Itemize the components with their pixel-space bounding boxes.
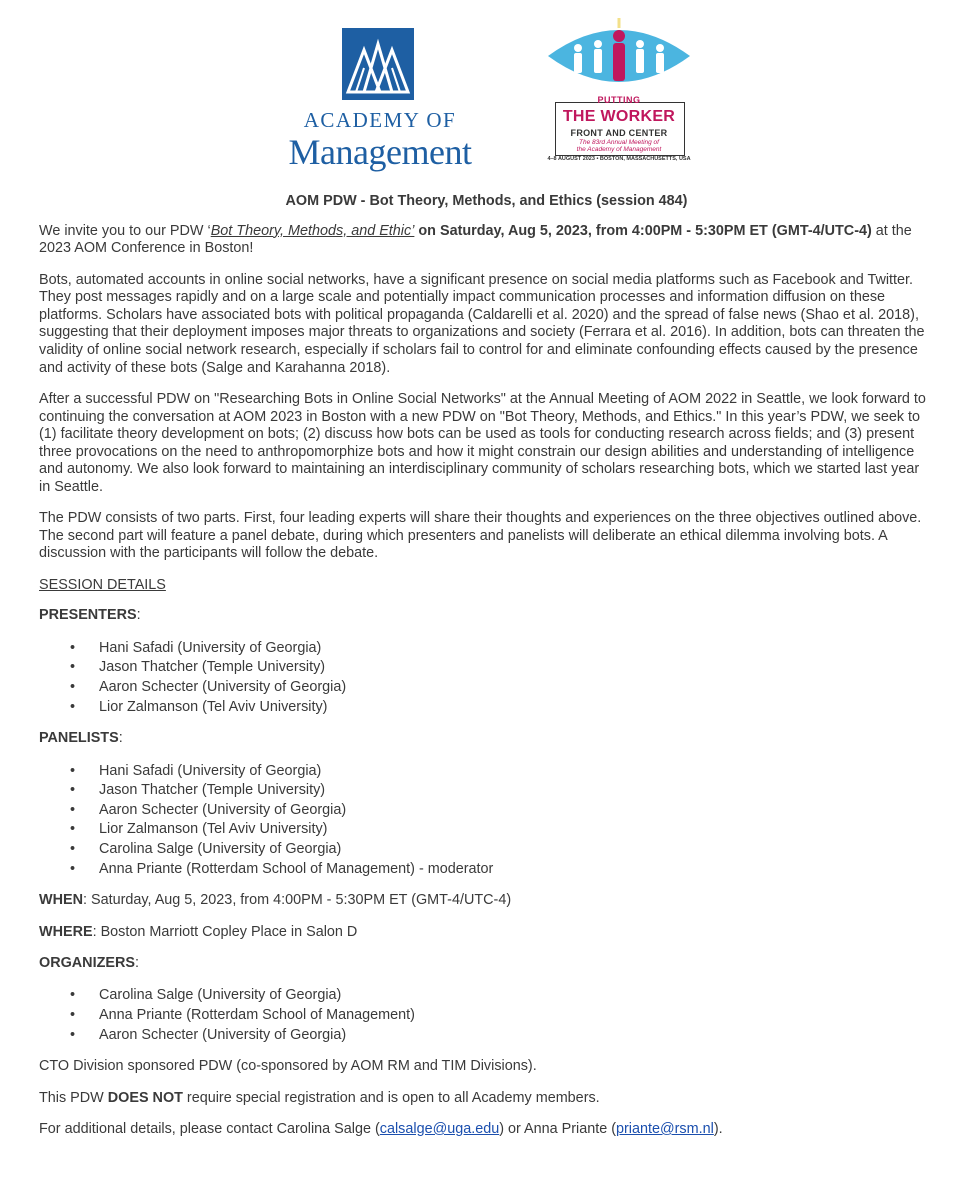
when-line <box>39 892 934 910</box>
conference-front-center: FRONT AND CENTER <box>570 128 668 138</box>
list-item: • Lior Zalmanson (Tel Aviv University) <box>39 820 934 840</box>
registration-after: require special registration and is open to all Academy members. <box>182 1089 600 1106</box>
conference-meeting-line1: The 83rd Annual Meeting of <box>579 139 659 146</box>
where-value: : Boston Marriott Copley Place in Salon D <box>92 923 358 940</box>
panelists-label: PANELISTS <box>39 730 119 747</box>
list-item: • Lior Zalmanson (Tel Aviv University) <box>39 698 934 718</box>
sponsor-line: CTO Division sponsored PDW (co-sponsored by AOM RM and TIM Divisions). <box>39 1058 537 1075</box>
paragraph-bots: Bots, automated accounts in online social networks, have a significant presence on social media platforms such as Facebook and Twitter. They post messages rapidly and on a large scale and potentially impact communication processes and information diffusion on these platforms. Scholars have associated bots with political propaganda (Caldarelli et al. 2020) and the spread of false news (Shao et al. 2018), suggesting that their deployment imposes major threats to organizations and society (Ferrara et al. 2016). In addition, bots can threaten the validity of online social network research, especially if scholars fail to control for and eliminate confounding effects caused by the presence and activity of these bots (Salge and Karahanna 2018). <box>39 271 925 376</box>
academy-of-management-logo <box>282 28 478 178</box>
email-link-salge[interactable]: calsalge@uga.edu <box>379 1120 500 1137</box>
where-line <box>39 924 934 942</box>
contact-line <box>39 1121 934 1139</box>
registration-before: This PDW <box>39 1089 108 1106</box>
conference-worker: THE WORKER <box>562 108 676 125</box>
organizers-heading: ORGANIZERS: <box>39 954 139 971</box>
presenters-heading: PRESENTERS: <box>39 607 141 624</box>
organizers-list <box>39 986 934 1045</box>
paragraph-previous-pdw: After a successful PDW on "Researching Bots in Online Social Networks" at the Annual Meeting of AOM 2022 in Seattle, we look forward to continuing the conversation at AOM 2023 in Boston with a new PDW on "Bot Theory, Methods, and Ethics." In this year’s PDW, we seek to (1) facilitate theory development on bots; (2) discuss how bots can be used as tools for conducting research across fields; and (3) present three provocations on the need to anthropomorphize bots and how it might constrain our design abilities and understanding of intelligence and autonomy. We also look forward to maintaining an interdisciplinary community of scholars researching bots, which we started last year in Seattle. <box>39 390 926 495</box>
list-item: • Hani Safadi (University of Georgia) <box>39 639 934 659</box>
conference-logo <box>528 18 708 168</box>
aom-logo-line2: Management <box>288 132 472 172</box>
where-label: WHERE <box>39 923 93 940</box>
panelists-heading: PANELISTS: <box>39 730 123 747</box>
aom-logo-line1: ACADEMY OF <box>303 108 457 132</box>
document-title: AOM PDW - Bot Theory, Methods, and Ethics (session 484) <box>285 193 688 209</box>
paragraph-structure: The PDW consists of two parts. First, four leading experts will share their thoughts and experiences on the three objectives outlined above. The second part will feature a panel debate, during which presenters and panelists will deliberate an ethical dilemma involving bots. A discussion with the participants will follow the debate. <box>39 510 922 562</box>
conference-meeting-text <box>528 139 710 153</box>
document-body <box>39 193 934 1152</box>
header-logos <box>0 18 962 172</box>
conference-putting: PUTTING <box>597 95 641 105</box>
list-item: • Anna Priante (Rotterdam School of Management) - moderator <box>39 860 934 880</box>
list-item: • Aaron Schecter (University of Georgia) <box>39 801 934 821</box>
list-item: • Carolina Salge (University of Georgia) <box>39 986 934 1006</box>
conference-dates: 4–8 AUGUST 2023 • BOSTON, MASSACHUSETTS, USA <box>547 156 691 162</box>
intro-after: at the 2023 AOM Conference in Boston! <box>39 222 912 257</box>
list-item: • Jason Thatcher (Temple University) <box>39 658 934 678</box>
intro-paragraph <box>39 223 934 258</box>
pdw-title-link[interactable]: Bot Theory, Methods, and Ethic’ <box>210 222 415 239</box>
when-label: WHEN <box>39 892 83 909</box>
registration-emphasis: DOES NOT <box>107 1089 183 1106</box>
session-details-heading: SESSION DETAILS <box>39 576 166 593</box>
conference-meeting-line2: the Academy of Management <box>576 146 662 153</box>
contact-after: ). <box>713 1120 723 1137</box>
list-item: • Jason Thatcher (Temple University) <box>39 781 934 801</box>
intro-datetime: on Saturday, Aug 5, 2023, from 4:00PM - 5:30PM ET (GMT-4/UTC-4) <box>414 222 872 239</box>
list-item: • Hani Safadi (University of Georgia) <box>39 762 934 782</box>
contact-middle: ) or Anna Priante ( <box>499 1120 617 1137</box>
contact-before: For additional details, please contact Carolina Salge ( <box>39 1120 380 1137</box>
list-item: • Aaron Schecter (University of Georgia) <box>39 678 934 698</box>
list-item: • Carolina Salge (University of Georgia) <box>39 840 934 860</box>
presenters-list <box>39 639 934 717</box>
email-link-priante[interactable]: priante@rsm.nl <box>616 1120 714 1137</box>
list-item: • Aaron Schecter (University of Georgia) <box>39 1026 934 1046</box>
intro-before: We invite you to our PDW ‘ <box>39 222 211 239</box>
list-item: • Anna Priante (Rotterdam School of Management) <box>39 1006 934 1026</box>
organizers-label: ORGANIZERS <box>39 954 135 971</box>
panelists-list <box>39 762 934 880</box>
presenters-label: PRESENTERS <box>39 607 137 624</box>
registration-line <box>39 1090 934 1108</box>
when-value: : Saturday, Aug 5, 2023, from 4:00PM - 5:30PM ET (GMT-4/UTC-4) <box>82 892 512 909</box>
eye-with-people-icon <box>546 18 692 99</box>
aom-mountain-icon <box>342 28 414 100</box>
